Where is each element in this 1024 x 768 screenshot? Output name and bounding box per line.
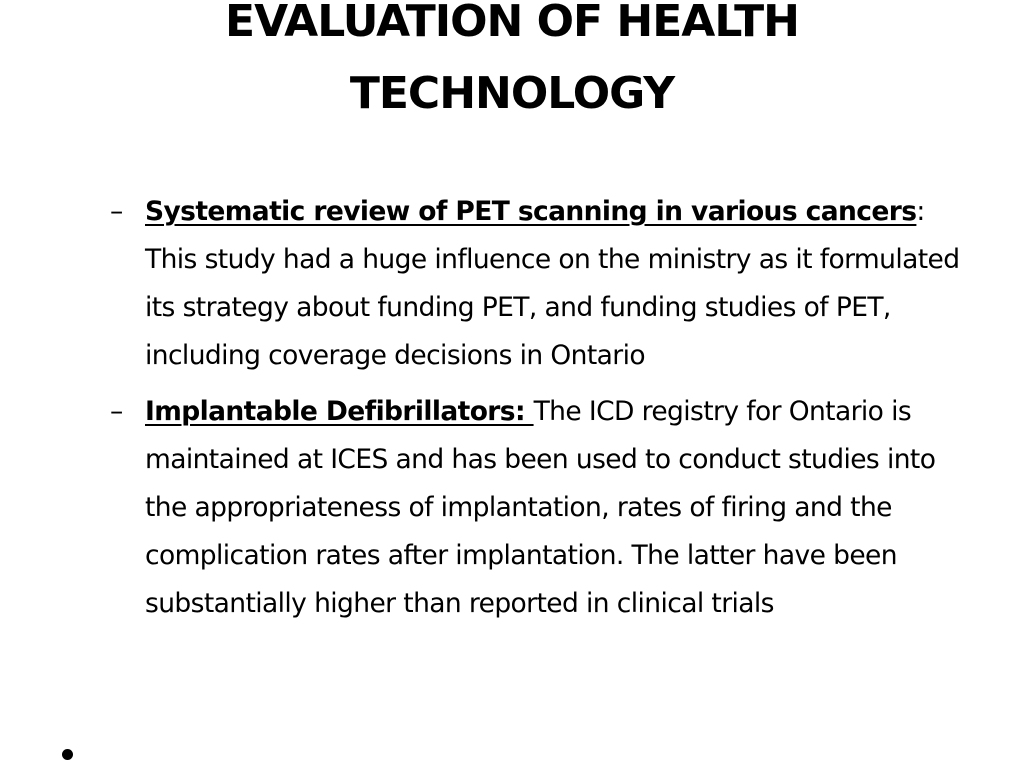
slide-title: [0, 0, 1024, 130]
item-heading: Systematic review of PET scanning in various cancers: [145, 196, 917, 227]
dash-bullet: –: [110, 196, 123, 227]
item-body: The ICD registry for Ontario is maintained at ICES and has been used to conduct studies into the appropriateness of implantation, rates of firing and the complication rates after implantation. The latter have been substantially higher than reported in clinical trials: [145, 396, 936, 619]
slide-title-line-2: TECHNOLOGY: [349, 68, 675, 119]
list-item: [110, 388, 960, 628]
slide-title-line-1: EVALUATION OF HEALTH: [225, 0, 799, 47]
dash-bullet: –: [110, 396, 123, 427]
bullet-list: [110, 188, 960, 636]
empty-bullet-dot: [62, 749, 73, 760]
list-item: [110, 188, 960, 380]
item-heading: Implantable Defibrillators:: [145, 396, 534, 427]
item-body: : This study had a huge influence on the ministry as it formulated its strategy about funding PET, and funding studies of PET, including coverage decisions in Ontario: [145, 196, 960, 371]
